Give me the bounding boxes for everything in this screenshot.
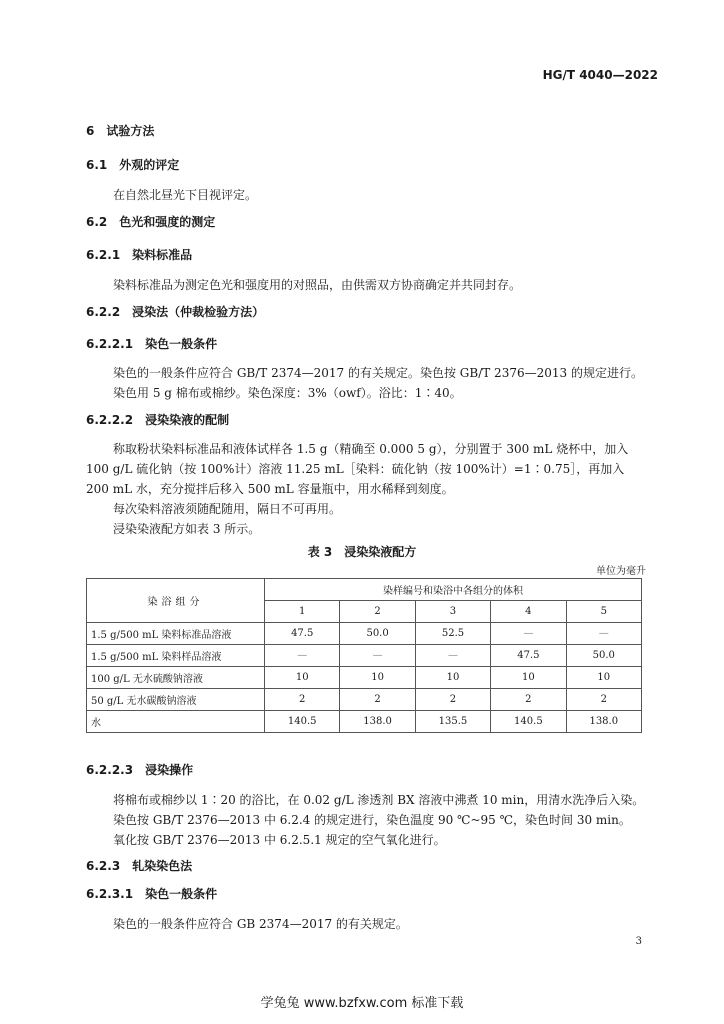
table-cell: 138.0: [340, 711, 415, 733]
sample-number: 3: [415, 601, 490, 623]
section-6-2-2-3-heading: 6.2.2.3 浸染操作: [86, 763, 194, 777]
table-cell: 140.5: [491, 711, 566, 733]
table-cell: 2: [415, 689, 490, 711]
table-caption: 表 3 浸染染液配方: [307, 545, 417, 559]
table-cell: —: [415, 645, 490, 667]
table-cell: 140.5: [265, 711, 340, 733]
table-cell: —: [566, 623, 641, 645]
section-6-2-1-heading: 6.2.1 染料标准品: [86, 248, 193, 262]
paragraph: 氧化按 GB/T 2376—2013 中 6.2.5.1 规定的空气氧化进行。: [113, 833, 446, 847]
paragraph: 染色的一般条件应符合 GB/T 2374—2017 的有关规定。染色按 GB/T 2376—2013 的规定进行。: [113, 366, 643, 380]
table-header-row: [87, 579, 642, 601]
column-header-component: 染浴组分: [87, 579, 265, 623]
footer-watermark: 学兔兔 www.bzfxw.com 标准下载: [260, 996, 464, 1011]
table-row: [87, 623, 642, 645]
section-6-2-2-heading: 6.2.2 浸染法（仲裁检验方法）: [86, 305, 265, 319]
column-header-group: 染样编号和染浴中各组分的体积: [265, 579, 642, 601]
section-6-2-heading: 6.2 色光和强度的测定: [86, 215, 216, 229]
table-cell: 52.5: [415, 623, 490, 645]
paragraph: 100 g/L 硫化钠（按 100%计）溶液 11.25 mL［染料：硫化钠（按 100%计）=1∶0.75］，再加入: [86, 462, 625, 476]
table-cell: 10: [265, 667, 340, 689]
paragraph: 称取粉状染料标准品和液体试样各 1.5 g（精确至 0.000 5 g），分别置于 300 mL 烧杯中，加入: [113, 442, 629, 456]
sample-number: 4: [491, 601, 566, 623]
table-cell: 2: [491, 689, 566, 711]
table-cell: 10: [491, 667, 566, 689]
table-cell: 2: [566, 689, 641, 711]
table-cell: —: [340, 645, 415, 667]
table-cell: —: [491, 623, 566, 645]
table-cell: 47.5: [265, 623, 340, 645]
table-cell: 50.0: [340, 623, 415, 645]
row-label: 1.5 g/500 mL 染料样品溶液: [87, 645, 265, 667]
section-6-2-3-heading: 6.2.3 轧染染色法: [86, 859, 193, 873]
paragraph: 浸染染液配方如表 3 所示。: [113, 522, 261, 536]
table-unit: 单位为毫升: [596, 566, 646, 577]
sample-number: 5: [566, 601, 641, 623]
row-label: 50 g/L 无水碳酸钠溶液: [87, 689, 265, 711]
table-cell: 2: [265, 689, 340, 711]
table-cell: 10: [340, 667, 415, 689]
standard-code: HG/T 4040—2022: [542, 68, 658, 82]
table-cell: 47.5: [491, 645, 566, 667]
table-cell: —: [265, 645, 340, 667]
table-cell: 2: [340, 689, 415, 711]
row-label: 100 g/L 无水硫酸钠溶液: [87, 667, 265, 689]
page-number: 3: [635, 936, 642, 947]
paragraph: 每次染料溶液须随配随用，隔日不可再用。: [113, 502, 342, 516]
paragraph: 在自然北昼光下目视评定。: [113, 188, 258, 202]
table-row: [87, 667, 642, 689]
paragraph: 将棉布或棉纱以 1∶20 的浴比，在 0.02 g/L 渗透剂 BX 溶液中沸煮 10 min，用清水洗净后入染。: [113, 793, 645, 807]
table-cell: 50.0: [566, 645, 641, 667]
table-cell: 10: [566, 667, 641, 689]
section-6-2-2-2-heading: 6.2.2.2 浸染染液的配制: [86, 413, 230, 427]
row-label: 水: [87, 711, 265, 733]
paragraph: 染色用 5 g 棉布或棉纱。染色深度：3%（owf）。浴比：1∶40。: [113, 386, 462, 400]
sample-number: 2: [340, 601, 415, 623]
table-row: [87, 645, 642, 667]
table-cell: 135.5: [415, 711, 490, 733]
paragraph: 染色按 GB/T 2376—2013 中 6.2.4 的规定进行，染色温度 90 ℃~95 ℃，染色时间 30 min。: [113, 813, 631, 827]
table-row: [87, 711, 642, 733]
table-cell: 10: [415, 667, 490, 689]
section-6-heading: 6 试验方法: [86, 124, 155, 138]
paragraph: 200 mL 水，充分搅拌后移入 500 mL 容量瓶中，用水稀释到刻度。: [86, 482, 454, 496]
table-cell: 138.0: [566, 711, 641, 733]
dye-bath-formula-table: [86, 578, 642, 733]
section-6-1-heading: 6.1 外观的评定: [86, 158, 180, 172]
paragraph: 染色的一般条件应符合 GB 2374—2017 的有关规定。: [113, 917, 408, 931]
section-6-2-3-1-heading: 6.2.3.1 染色一般条件: [86, 887, 218, 901]
table-row: [87, 689, 642, 711]
sample-number: 1: [265, 601, 340, 623]
section-6-2-2-1-heading: 6.2.2.1 染色一般条件: [86, 337, 218, 351]
row-label: 1.5 g/500 mL 染料标准品溶液: [87, 623, 265, 645]
paragraph: 染料标准品为测定色光和强度用的对照品，由供需双方协商确定并共同封存。: [113, 278, 522, 292]
